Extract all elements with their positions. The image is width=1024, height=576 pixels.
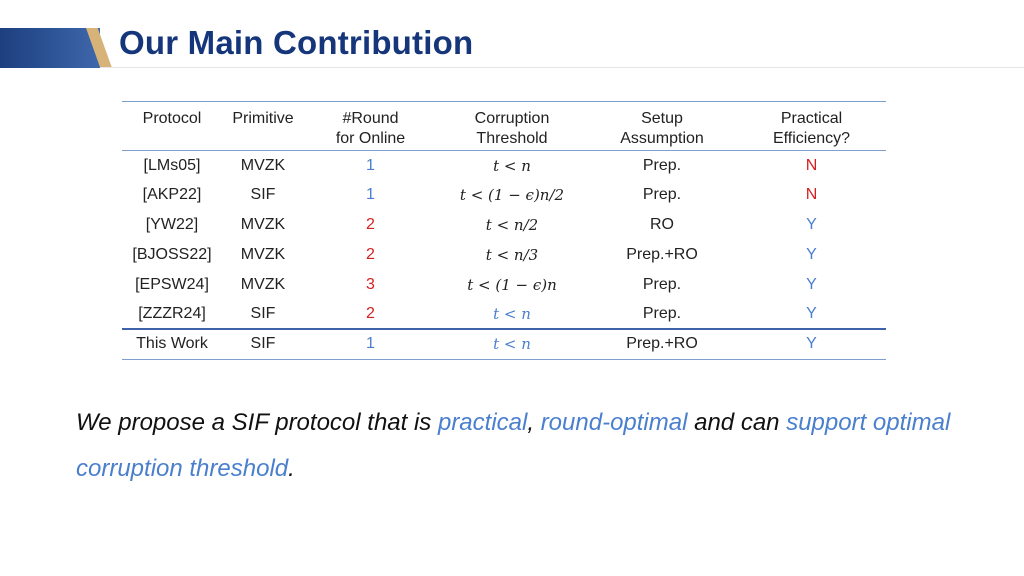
cell-setup: RO — [650, 215, 674, 233]
cell-practical: Y — [806, 245, 817, 263]
table-row — [122, 151, 886, 181]
statement-text: We propose a SIF protocol that is — [76, 409, 438, 436]
header-primitive: Primitive — [232, 110, 294, 127]
table-header-row — [122, 102, 886, 151]
cell-threshold: t < n — [493, 304, 531, 323]
cell-practical: Y — [806, 275, 817, 293]
cell-protocol: [AKP22] — [142, 186, 202, 204]
cell-protocol: [LMs05] — [143, 156, 201, 174]
cell-threshold: t < n — [493, 335, 531, 354]
cell-rounds: 1 — [366, 186, 375, 204]
cell-protocol: [EPSW24] — [135, 275, 209, 293]
cell-primitive: SIF — [250, 335, 276, 353]
cell-rounds: 1 — [366, 156, 375, 174]
cell-threshold: t < n/3 — [485, 245, 539, 264]
table-row — [122, 210, 886, 240]
cell-setup: Prep.+RO — [626, 245, 698, 263]
cell-practical: Y — [806, 304, 817, 322]
statement-text: and can — [687, 409, 787, 436]
statement-text: , — [527, 409, 541, 436]
cell-protocol: This Work — [136, 335, 208, 353]
header-divider — [100, 67, 1024, 68]
cell-threshold: t < n — [493, 156, 531, 175]
cell-threshold: t < n/2 — [485, 215, 539, 234]
cell-practical: N — [805, 156, 818, 174]
cell-threshold: t < (1 − ϵ)n/2 — [459, 186, 565, 205]
cell-rounds: 1 — [366, 335, 375, 353]
cell-primitive: MVZK — [240, 156, 286, 174]
statement-highlight-threshold: support optimal corruption threshold — [76, 409, 951, 482]
table-row-this-work — [122, 329, 886, 359]
cell-setup: Prep. — [642, 156, 682, 174]
header-practical: Practical Efficiency? — [772, 110, 851, 147]
cell-practical: Y — [806, 335, 817, 353]
cell-setup: Prep.+RO — [626, 335, 698, 353]
cell-practical: N — [805, 186, 818, 204]
cell-rounds: 2 — [366, 245, 375, 263]
header-rounds: #Round for Online — [335, 110, 406, 147]
statement-text: . — [288, 455, 295, 482]
header-banner-bar — [0, 28, 100, 68]
table-row — [122, 240, 886, 270]
cell-protocol: [ZZZR24] — [138, 304, 206, 322]
cell-practical: Y — [806, 215, 817, 233]
contribution-statement — [76, 400, 956, 492]
table-row — [122, 299, 886, 329]
cell-setup: Prep. — [642, 186, 682, 204]
cell-threshold: t < (1 − ϵ)n — [467, 275, 557, 294]
cell-setup: Prep. — [642, 304, 682, 322]
cell-primitive: SIF — [250, 186, 276, 204]
cell-primitive: MVZK — [240, 245, 286, 263]
cell-rounds: 2 — [366, 304, 375, 322]
table-row — [122, 270, 886, 300]
cell-rounds: 2 — [366, 215, 375, 233]
header-setup: Setup Assumption — [620, 110, 704, 147]
comparison-table — [122, 101, 886, 360]
header-protocol: Protocol — [142, 110, 202, 127]
cell-setup: Prep. — [642, 275, 682, 293]
statement-highlight-practical: practical — [437, 409, 528, 436]
slide-title: Our Main Contribution — [119, 24, 474, 61]
table-row — [122, 180, 886, 210]
cell-primitive: SIF — [250, 304, 276, 322]
statement-highlight-round-optimal: round-optimal — [540, 409, 688, 436]
cell-primitive: MVZK — [240, 275, 286, 293]
cell-protocol: [BJOSS22] — [132, 245, 212, 263]
cell-protocol: [YW22] — [145, 215, 199, 233]
cell-rounds: 3 — [366, 275, 375, 293]
cell-primitive: MVZK — [240, 215, 286, 233]
header-threshold: Corruption Threshold — [474, 110, 550, 147]
